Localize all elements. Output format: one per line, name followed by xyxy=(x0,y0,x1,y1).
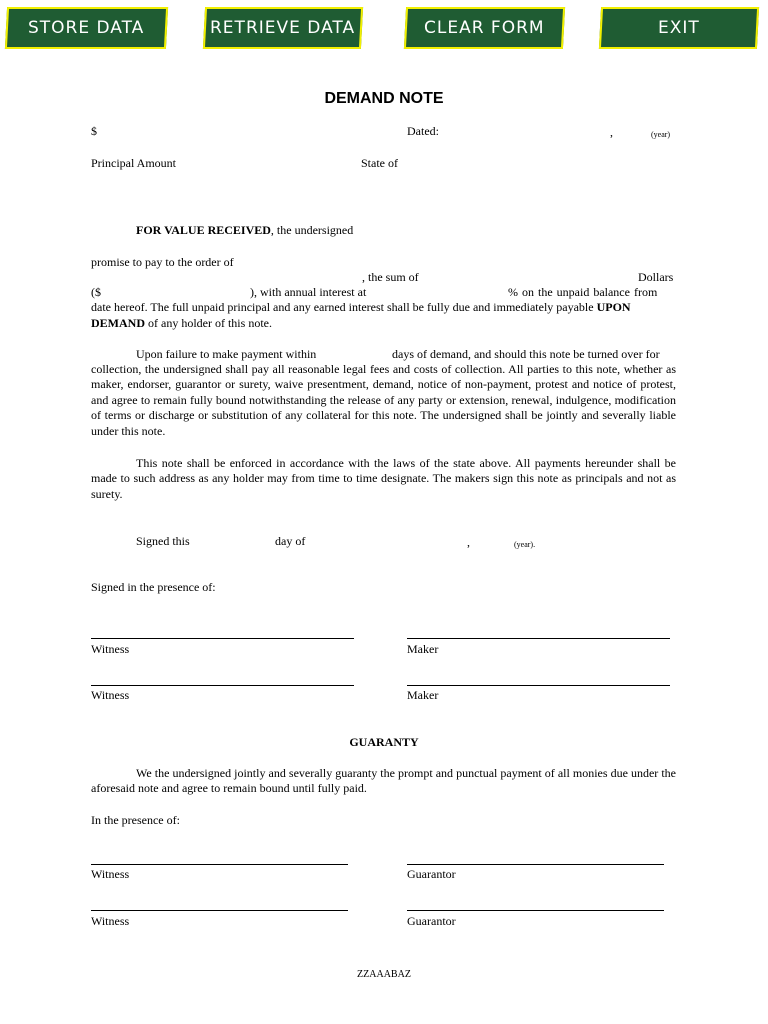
date-hereof-line xyxy=(91,300,631,315)
signed-comma: , xyxy=(467,535,470,549)
for-value-line xyxy=(136,223,353,238)
witness-line-4[interactable] xyxy=(91,910,348,911)
exit-label: EXIT xyxy=(658,18,700,38)
enforced-text: This note shall be enforced in accordance with the laws of the state above. All payments hereunder shall be made to such address as any holder may from time to time designate. The makers sign this note as principals and not as surety. xyxy=(91,456,676,501)
interest-rate-field[interactable] xyxy=(375,285,503,299)
demand-line xyxy=(91,316,272,331)
maker-line-2[interactable] xyxy=(407,685,670,686)
signed-day-field[interactable] xyxy=(198,534,268,548)
percent-unpaid-label: % on the unpaid balance from xyxy=(508,285,658,299)
clear-form-button[interactable] xyxy=(404,7,565,49)
guarantor-label-2: Guarantor xyxy=(407,914,456,928)
days-field[interactable] xyxy=(330,347,385,361)
retrieve-data-label: RETRIEVE DATA xyxy=(210,18,356,38)
guaranty-heading: GUARANTY xyxy=(349,735,419,749)
witness-line-3[interactable] xyxy=(91,864,348,865)
signed-month-field[interactable] xyxy=(312,534,462,548)
payee-field[interactable] xyxy=(91,270,359,284)
day-of-label: day of xyxy=(275,534,306,548)
dollar-sign: $ xyxy=(91,124,97,138)
state-of-label: State of xyxy=(361,156,398,170)
witness-label-4: Witness xyxy=(91,914,130,928)
date-field[interactable] xyxy=(445,124,605,138)
year-hint: (year) xyxy=(651,130,671,139)
guarantor-label-1: Guarantor xyxy=(407,867,456,881)
guarantor-line-2[interactable] xyxy=(407,910,664,911)
failure-days: days of demand, and should this note be turned over for xyxy=(392,347,660,361)
dated-comma: , xyxy=(610,125,613,139)
signed-year-field[interactable] xyxy=(478,534,510,548)
witness-label-3: Witness xyxy=(91,867,130,881)
witness-label-1: Witness xyxy=(91,642,130,656)
signed-year-hint: (year). xyxy=(514,540,536,549)
year-field[interactable] xyxy=(620,124,648,138)
sum-number-field[interactable] xyxy=(108,285,248,299)
in-presence-label: In the presence of: xyxy=(91,813,180,827)
failure-start: Upon failure to make payment within xyxy=(136,347,317,361)
for-value-rest: , the undersigned xyxy=(270,223,354,237)
witness-line-1[interactable] xyxy=(91,638,354,639)
maker-label-1: Maker xyxy=(407,642,439,656)
clear-form-label: CLEAR FORM xyxy=(424,18,545,38)
for-value-bold: FOR VALUE RECEIVED xyxy=(136,223,271,237)
principal-amount-label: Principal Amount xyxy=(91,156,176,170)
maker-line-1[interactable] xyxy=(407,638,670,639)
dated-label: Dated: xyxy=(407,124,439,138)
undersigned-field[interactable] xyxy=(370,223,670,237)
date-hereof-text: date hereof. The full unpaid principal and any earned interest shall be fully due and immediately payable xyxy=(91,300,594,314)
guaranty-paragraph xyxy=(91,766,676,797)
sum-words-field[interactable] xyxy=(425,270,630,284)
retrieve-data-button[interactable] xyxy=(203,7,363,49)
state-field[interactable] xyxy=(405,156,605,170)
exit-button[interactable] xyxy=(599,7,759,49)
signed-this-label: Signed this xyxy=(136,534,190,548)
paren-dollar: ($ xyxy=(91,285,101,299)
maker-label-2: Maker xyxy=(407,688,439,702)
guarantor-line-1[interactable] xyxy=(407,864,664,865)
sum-of-label: , the sum of xyxy=(362,270,419,284)
guaranty-text: We the undersigned jointly and severally guaranty the prompt and punctual payment of all monies due under the aforesaid note and agree to remain bound until fully paid. xyxy=(91,766,676,796)
dollars-label: Dollars xyxy=(638,270,674,284)
promise-label: promise to pay to the order of xyxy=(91,255,234,269)
of-any-holder: of any holder of this note. xyxy=(145,316,272,330)
page-title: DEMAND NOTE xyxy=(324,90,444,107)
witness-label-2: Witness xyxy=(91,688,130,702)
failure-paragraph: collection, the undersigned shall pay all reasonable legal fees and costs of collection. All parties to this note, whether as maker, endorser, guarantor or surety, waive presentment, demand, notice of non-payment, protest and notice of protest, and agree to remain fully bound notwithstanding the release of any party or extension, renewal, indulgence, modification of terms or discharge or substitution of any collateral for this note. The undersigned shall be jointly and severally liable under this note. xyxy=(91,362,676,438)
signed-presence-label: Signed in the presence of: xyxy=(91,580,216,594)
amount-field[interactable] xyxy=(100,124,330,138)
witness-line-2[interactable] xyxy=(91,685,354,686)
upon-bold: UPON xyxy=(596,300,631,314)
annual-interest-label: ), with annual interest at xyxy=(250,285,367,299)
store-data-label: STORE DATA xyxy=(28,18,145,38)
store-data-button[interactable] xyxy=(5,7,168,49)
enforced-paragraph xyxy=(91,456,676,502)
demand-bold: DEMAND xyxy=(91,316,145,330)
footer-code: ZZAAABAZ xyxy=(357,969,411,980)
